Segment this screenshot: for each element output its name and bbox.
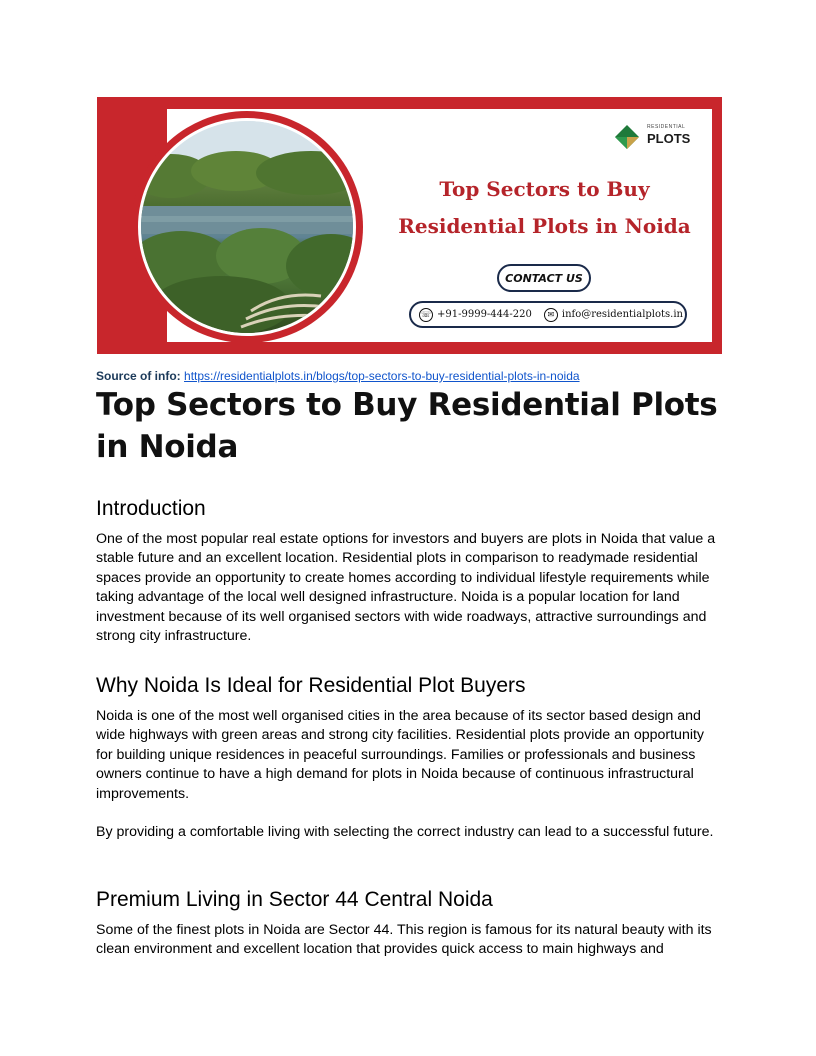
why-heading: Why Noida Is Ideal for Residential Plot Buyers	[96, 674, 526, 697]
premium-heading: Premium Living in Sector 44 Central Noida	[96, 888, 493, 911]
banner-title-line-2: Residential Plots in Noida	[398, 214, 691, 238]
why-paragraph-1: Noida is one of the most well organised cities in the area because of its sector based design and wide highways with green areas and strong city facilities. Residential plots provide an opportunity for building unique residences in peaceful surroundings. Families or professionals and business owners continue to have a high demand for plots in Noida because of continuous infrastructural improvements.	[96, 708, 705, 802]
brand-logo	[613, 123, 693, 153]
premium-paragraph: Some of the finest plots in Noida are Sector 44. This region is famous for its natural beauty with its clean environment and excellent location that provides quick access to main highways and	[96, 922, 712, 958]
phone-number: +91-9999-444-220	[437, 309, 532, 320]
contact-us-button[interactable]: CONTACT US	[497, 264, 591, 292]
landscape-photo	[138, 118, 356, 336]
phone-icon: ☏	[419, 308, 433, 322]
contact-details	[409, 301, 687, 328]
mail-icon: ✉	[544, 308, 558, 322]
email-address: info@residentialplots.in	[561, 309, 683, 320]
source-line	[96, 368, 580, 384]
intro-heading: Introduction	[96, 497, 206, 520]
banner-title-line-1: Top Sectors to Buy	[439, 177, 650, 201]
intro-paragraph: One of the most popular real estate options for investors and buyers are plots in Noida that value a stable future and an excellent location. Residential plots in comparison to readymade residential spaces provide an opportunity to create homes according to individual lifestyle requirements while taking advantage of the local well designed infrastructure. Noida is a popular location for land investment because of its well organised sectors with wide roadways, attractive surroundings and strong city infrastructure.	[96, 531, 716, 645]
logo-subtitle: RESIDENTIAL	[647, 124, 686, 130]
page-title: Top Sectors to Buy Residential Plots in Noida	[96, 387, 718, 465]
landscape-illustration	[141, 121, 356, 336]
source-label: Source of info:	[96, 369, 181, 383]
logo-mark-icon	[613, 123, 643, 151]
why-paragraph-2: By providing a comfortable living with selecting the correct industry can lead to a successful future.	[96, 824, 714, 840]
logo-title: PLOTS	[647, 131, 691, 146]
source-link[interactable]: https://residentialplots.in/blogs/top-sectors-to-buy-residential-plots-in-noida	[184, 369, 580, 383]
